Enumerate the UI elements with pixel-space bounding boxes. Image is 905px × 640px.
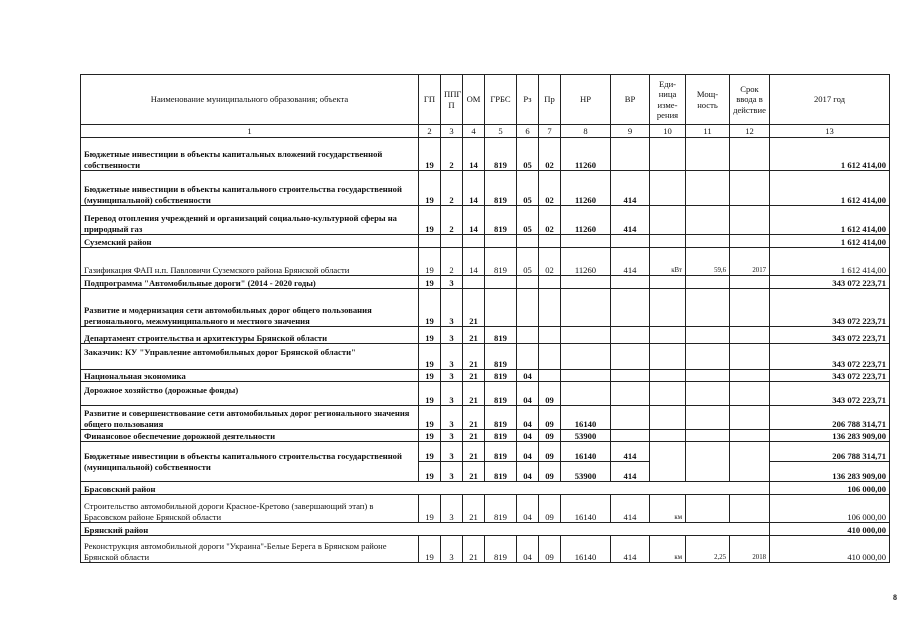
cell-rz: 05 [517,248,539,276]
cell-power [686,370,730,382]
table-row [81,382,890,406]
cell-term [730,171,770,206]
row-name: Брянский район [81,523,419,536]
cell-grbs: 819 [485,406,517,430]
cell-power [686,430,730,442]
row-name: Бюджетные инвестиции в объекты капитального строительства государственной (муниципальной) собственности [81,442,419,482]
column-number: 12 [730,125,770,138]
cell-unit [650,289,686,327]
table-row [81,523,890,536]
cell-pr: 09 [539,495,561,523]
cell-unit [650,370,686,382]
column-number: 6 [517,125,539,138]
row-name: Департамент строительства и архитектуры Брянской области [81,327,419,344]
cell-grbs: 819 [485,206,517,235]
col-header-year: 2017 год [770,75,890,125]
cell-term [730,235,770,248]
cell-om: 14 [463,248,485,276]
column-number: 11 [686,125,730,138]
row-name: Развитие и модернизация сети автомобильных дорог общего пользования регионального, межмуниципального и местного значения [81,289,419,327]
cell-amount: 206 788 314,71 [770,406,890,430]
cell-vr [611,289,650,327]
cell-rz: 04 [517,430,539,442]
column-number: 2 [419,125,441,138]
cell-pr [539,276,561,289]
cell-grbs: 819 [485,344,517,370]
row-name: Заказчик: КУ "Управление автомобильных дорог Брянской области" [81,344,419,370]
cell-gp: 19 [419,289,441,327]
cell-rz: 04 [517,370,539,382]
cell-power [686,206,730,235]
cell-nr: 11260 [561,248,611,276]
col-header-gp: ГП [419,75,441,125]
cell-rz: 04 [517,495,539,523]
cell-unit [650,235,686,248]
table-row [81,171,890,206]
cell-power [686,235,730,248]
cell-term [730,382,770,406]
cell-grbs [485,289,517,327]
cell-gp: 19 [419,138,441,171]
cell-amount: 343 072 223,71 [770,327,890,344]
cell-term [730,406,770,430]
cell-ppg: 3 [441,327,463,344]
cell-vr [611,327,650,344]
cell-amount: 410 000,00 [770,536,890,563]
page-number: 8 [893,593,897,602]
cell-grbs: 819 [485,370,517,382]
cell-grbs: 819 [485,248,517,276]
cell-grbs: 819 [485,171,517,206]
cell-unit [650,138,686,171]
cell-rz: 05 [517,171,539,206]
cell-rz [517,276,539,289]
cell-nr: 16140 [561,442,611,462]
cell-power [686,171,730,206]
cell-nr [561,327,611,344]
cell-ppg [441,235,463,248]
cell-ppg: 3 [441,276,463,289]
table-row [81,482,890,495]
cell-nr [561,370,611,382]
cell-om [463,276,485,289]
cell-gp [419,235,441,248]
table-row [81,276,890,289]
cell-nr: 11260 [561,138,611,171]
table-row [81,495,890,523]
cell-power [686,382,730,406]
cell-rz: 04 [517,462,539,482]
cell-pr: 09 [539,406,561,430]
col-header-rz: Рз [517,75,539,125]
cell-nr [561,382,611,406]
cell-om: 14 [463,171,485,206]
row-name: Национальная экономика [81,370,419,382]
cell-nr [561,344,611,370]
row-name: Брасовский район [81,482,419,495]
cell-om: 21 [463,406,485,430]
cell-grbs: 819 [485,327,517,344]
cell-amount: 343 072 223,71 [770,370,890,382]
cell-power [686,442,730,482]
col-header-name: Наименование муниципального образования; объекта [81,75,419,125]
row-name: Финансовое обеспечение дорожной деятельности [81,430,419,442]
cell-nr [561,276,611,289]
cell-vr [611,276,650,289]
column-number: 5 [485,125,517,138]
cell-amount: 1 612 414,00 [770,206,890,235]
cell-ppg: 3 [441,289,463,327]
cell-amount: 206 788 314,71 [770,442,890,462]
cell-unit [650,344,686,370]
cell-amount: 106 000,00 [770,482,890,495]
cell-gp: 19 [419,171,441,206]
cell-gp: 19 [419,430,441,442]
cell-pr: 02 [539,171,561,206]
cell-pr: 02 [539,206,561,235]
cell-om: 21 [463,442,485,462]
cell-rz: 05 [517,138,539,171]
cell-vr [611,382,650,406]
column-number-row [81,125,890,138]
cell-nr [561,289,611,327]
cell-rz [517,289,539,327]
table-row [81,248,890,276]
cell-power [686,406,730,430]
cell-term [730,430,770,442]
cell-power [686,276,730,289]
cell-nr: 11260 [561,171,611,206]
column-number: 10 [650,125,686,138]
col-header-om: ОМ [463,75,485,125]
cell-amount: 343 072 223,71 [770,344,890,370]
cell-term [730,206,770,235]
cell-gp: 19 [419,248,441,276]
cell-gp: 19 [419,382,441,406]
cell-nr: 16140 [561,406,611,430]
table-row [81,206,890,235]
cell-vr: 414 [611,536,650,563]
cell-om: 21 [463,382,485,406]
cell-grbs: 819 [485,536,517,563]
cell-nr: 53900 [561,462,611,482]
cell-amount: 1 612 414,00 [770,235,890,248]
cell-gp: 19 [419,276,441,289]
row-name: Развитие и совершенствование сети автомобильных дорог регионального значения общего пользования [81,406,419,430]
cell-vr: 414 [611,206,650,235]
cell-term: 2017 [730,248,770,276]
cell-om: 14 [463,138,485,171]
cell-pr: 09 [539,382,561,406]
cell-om: 21 [463,536,485,563]
table-row [81,138,890,171]
column-number: 3 [441,125,463,138]
col-header-power: Мощ- ность [686,75,730,125]
cell-pr: 09 [539,442,561,462]
cell-term [730,442,770,482]
cell-power [686,289,730,327]
cell-rz [517,327,539,344]
cell-om: 21 [463,430,485,442]
col-header-grbs: ГРБС [485,75,517,125]
col-header-term: Срок ввода в действие [730,75,770,125]
cell-ppg: 3 [441,430,463,442]
cell-amount: 1 612 414,00 [770,138,890,171]
cell-term [730,344,770,370]
table-row [81,289,890,327]
cell-term [730,138,770,171]
cell-ppg: 2 [441,138,463,171]
col-header-vr: ВР [611,75,650,125]
cell-rz: 04 [517,382,539,406]
cell-unit [650,171,686,206]
cell-ppg: 3 [441,495,463,523]
cell-om [463,235,485,248]
cell-pr: 02 [539,138,561,171]
cell-pr: 09 [539,430,561,442]
table-row [81,430,890,442]
cell-power [686,138,730,171]
cell-term [730,370,770,382]
cell-ppg: 3 [441,344,463,370]
cell-gp: 19 [419,370,441,382]
cell-vr [611,138,650,171]
cell-vr [611,235,650,248]
row-name: Суземский район [81,235,419,248]
cell-gp: 19 [419,206,441,235]
cell-amount: 136 283 909,00 [770,462,890,482]
cell-term [730,495,770,523]
column-number: 13 [770,125,890,138]
cell-grbs [485,235,517,248]
budget-table [80,74,890,563]
cell-gp: 19 [419,462,441,482]
row-name: Бюджетные инвестиции в объекты капитальных вложений государственной собственности [81,138,419,171]
cell-unit [650,382,686,406]
cell-nr: 16140 [561,536,611,563]
cell-ppg: 2 [441,248,463,276]
cell-grbs: 819 [485,382,517,406]
cell-unit [650,442,686,482]
cell-rz: 04 [517,406,539,430]
cell-om: 21 [463,462,485,482]
table-row [81,442,890,462]
cell-vr [611,430,650,442]
table-row [81,235,890,248]
cell-term [730,289,770,327]
cell-amount: 1 612 414,00 [770,248,890,276]
row-name: Подпрограмма "Автомобильные дороги" (2014 - 2020 годы) [81,276,419,289]
cell-grbs: 819 [485,462,517,482]
cell-pr [539,344,561,370]
table-row [81,327,890,344]
cell-vr: 414 [611,495,650,523]
cell-ppg: 2 [441,206,463,235]
cell-pr: 09 [539,536,561,563]
cell-term [730,327,770,344]
cell-grbs: 819 [485,495,517,523]
row-name: Перевод отопления учреждений и организаций социально-культурной сферы на природный газ [81,206,419,235]
col-header-pr: Пр [539,75,561,125]
table-row [81,406,890,430]
cell-grbs: 819 [485,430,517,442]
cell-vr [611,370,650,382]
cell-amount: 410 000,00 [770,523,890,536]
cell-om: 21 [463,370,485,382]
cell-ppg: 3 [441,442,463,462]
cell-ppg: 3 [441,406,463,430]
cell-ppg: 3 [441,382,463,406]
cell-gp: 19 [419,327,441,344]
cell-ppg: 3 [441,536,463,563]
cell-amount: 343 072 223,71 [770,289,890,327]
cell-unit [650,327,686,344]
cell-ppg: 3 [441,462,463,482]
cell-power [686,327,730,344]
cell-om: 21 [463,327,485,344]
table-row [81,344,890,370]
cell-amount: 343 072 223,71 [770,276,890,289]
cell-vr: 414 [611,248,650,276]
cell-pr [539,235,561,248]
cell-rz [517,235,539,248]
cell-gp: 19 [419,406,441,430]
col-header-unit: Еди- ница изме- рения [650,75,686,125]
cell-gp: 19 [419,344,441,370]
row-name: Дорожное хозяйство (дорожные фонды) [81,382,419,406]
table-row [81,370,890,382]
cell-vr [611,406,650,430]
cell-vr: 414 [611,171,650,206]
cell-nr: 11260 [561,206,611,235]
cell-unit [650,430,686,442]
cell-om: 21 [463,344,485,370]
cell-amount: 106 000,00 [770,495,890,523]
cell-grbs: 819 [485,138,517,171]
cell-pr: 02 [539,248,561,276]
cell-power: 59,6 [686,248,730,276]
cell-vr: 414 [611,442,650,462]
cell-unit [650,276,686,289]
cell-amount: 1 612 414,00 [770,171,890,206]
column-number: 9 [611,125,650,138]
cell-om: 21 [463,289,485,327]
cell-om: 14 [463,206,485,235]
cell-ppg: 2 [441,171,463,206]
row-name: Реконструкция автомобильной дороги "Украина"-Белые Берега в Брянском районе Брянской области [81,536,419,563]
col-header-ppg: ППГ П [441,75,463,125]
cell-grbs: 819 [485,442,517,462]
column-number: 8 [561,125,611,138]
cell-nr: 53900 [561,430,611,442]
cell-unit: км [650,495,686,523]
cell-vr [611,344,650,370]
cell-grbs [485,276,517,289]
cell-rz: 05 [517,206,539,235]
cell-rz: 04 [517,536,539,563]
cell-nr [561,235,611,248]
cell-pr [539,327,561,344]
cell-rz [517,344,539,370]
row-name: Строительство автомобильной дороги Красное-Кретово (завершающий этап) в Брасовском районе Брянской области [81,495,419,523]
cell-amount: 136 283 909,00 [770,430,890,442]
cell-unit [650,406,686,430]
column-number: 1 [81,125,419,138]
cell-term [730,276,770,289]
cell-pr: 09 [539,462,561,482]
cell-nr: 16140 [561,495,611,523]
cell-gp: 19 [419,536,441,563]
cell-om: 21 [463,495,485,523]
table-header-row [81,75,890,125]
cell-power: 2,25 [686,536,730,563]
cell-unit: км [650,536,686,563]
cell-pr [539,370,561,382]
cell-pr [539,289,561,327]
cell-ppg: 3 [441,370,463,382]
column-number: 4 [463,125,485,138]
cell-unit: кВт [650,248,686,276]
table-row [81,536,890,563]
cell-amount: 343 072 223,71 [770,382,890,406]
col-header-nr: НР [561,75,611,125]
column-number: 7 [539,125,561,138]
cell-term: 2018 [730,536,770,563]
cell-rz: 04 [517,442,539,462]
cell-power [686,344,730,370]
row-name: Бюджетные инвестиции в объекты капитального строительства государственной (муниципальной) собственности [81,171,419,206]
cell-gp: 19 [419,495,441,523]
row-name: Газификация ФАП н.п. Павловичи Суземского района Брянской области [81,248,419,276]
cell-unit [650,206,686,235]
cell-power [686,495,730,523]
cell-vr: 414 [611,462,650,482]
cell-gp: 19 [419,442,441,462]
